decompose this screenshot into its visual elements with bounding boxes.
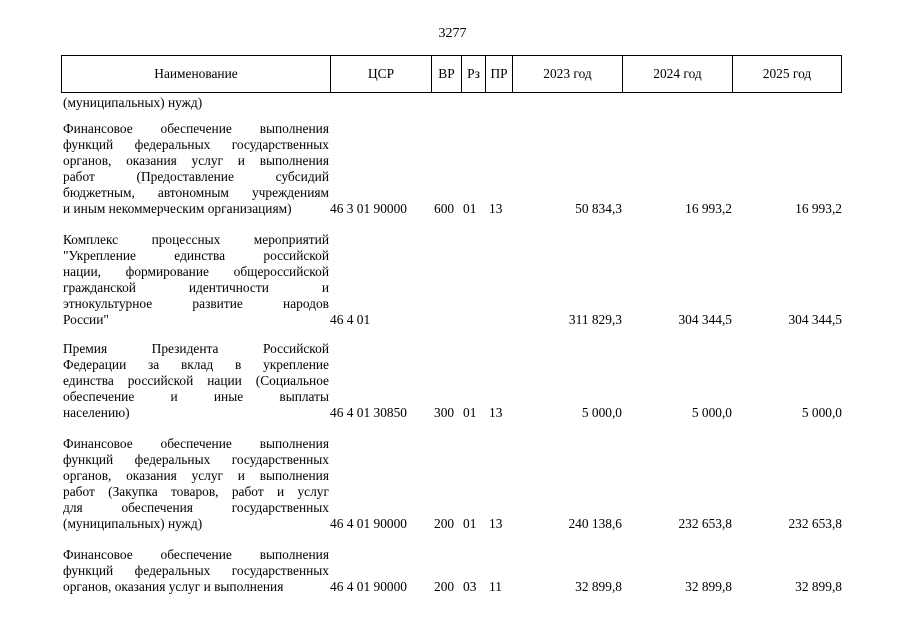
row-name-line: органов, оказания услуг и выполнения (63, 153, 329, 168)
row-rz: 01 (463, 405, 477, 420)
page-number: 3277 (438, 26, 467, 41)
row-2023: 5 000,0 (581, 405, 622, 420)
row-2023: 311 829,3 (568, 312, 622, 327)
continuation-text: (муниципальных) нужд) (63, 95, 203, 110)
row-csr: 46 4 01 30850 (330, 405, 407, 420)
row-vr: 600 (434, 201, 455, 216)
row-pr: 13 (489, 516, 503, 531)
header-csr: ЦСР (331, 56, 432, 92)
row-name-line: гражданской идентичности и (63, 280, 329, 295)
row-rz: 01 (463, 201, 477, 216)
row-name (63, 121, 329, 217)
table-header (61, 55, 842, 93)
row-2024: 32 899,8 (685, 579, 732, 594)
row-rz: 03 (463, 579, 477, 594)
row-csr: 46 3 01 90000 (330, 201, 407, 216)
row-name-line: функций федеральных государственных (63, 137, 329, 152)
row-csr: 46 4 01 90000 (330, 579, 407, 594)
row-csr: 46 4 01 (330, 312, 371, 327)
row-name-line: Финансовое обеспечение выполнения (63, 121, 329, 136)
row-pr: 13 (489, 201, 503, 216)
row-2024: 232 653,8 (678, 516, 732, 531)
row-name (63, 341, 329, 421)
row-name (63, 436, 329, 532)
row-2025: 16 993,2 (795, 201, 842, 216)
row-name-line: единства российской нации (Социальное (63, 373, 329, 388)
row-name-line: Финансовое обеспечение выполнения (63, 547, 329, 562)
row-name-line: этнокультурное развитие народов (63, 296, 329, 311)
row-name-line: обеспечение и иные выплаты (63, 389, 329, 404)
row-name-line: функций федеральных государственных (63, 563, 329, 578)
row-name-line: Премия Президента Российской (63, 341, 329, 356)
row-name-line: и иным некоммерческим организациям) (63, 201, 292, 216)
header-2023: 2023 год (513, 56, 623, 92)
header-2024: 2024 год (623, 56, 733, 92)
row-rz: 01 (463, 516, 477, 531)
row-2024: 304 344,5 (678, 312, 732, 327)
row-name-line: Финансовое обеспечение выполнения (63, 436, 329, 451)
row-name-line: России" (63, 312, 109, 327)
row-vr: 300 (434, 405, 455, 420)
row-name-line: для обеспечения государственных (63, 500, 329, 515)
row-pr: 13 (489, 405, 503, 420)
row-2023: 32 899,8 (575, 579, 622, 594)
row-name-line: бюджетным, автономным учреждениям (63, 185, 329, 200)
row-vr: 200 (434, 516, 455, 531)
row-name-line: функций федеральных государственных (63, 452, 329, 467)
header-2025: 2025 год (762, 66, 812, 81)
row-name-line: работ (Предоставление субсидий (63, 169, 329, 184)
row-name-line: Комплекс процессных мероприятий (63, 232, 329, 247)
row-name-line: Федерации за вклад в укрепление (63, 357, 329, 372)
row-name (63, 232, 329, 328)
row-csr: 46 4 01 90000 (330, 516, 407, 531)
row-2024: 16 993,2 (685, 201, 732, 216)
row-name-line: органов, оказания услуг и выполнения (63, 468, 329, 483)
header-pr: ПР (486, 56, 513, 92)
row-name-line: работ (Закупка товаров, работ и услуг (63, 484, 329, 499)
row-2024: 5 000,0 (691, 405, 732, 420)
row-name-line: "Укрепление единства российской (63, 248, 329, 263)
row-name-line: нации, формирование общероссийской (63, 264, 329, 279)
row-vr: 200 (434, 579, 455, 594)
row-name-line: (муниципальных) нужд) (63, 516, 203, 531)
row-name-line: населению) (63, 405, 130, 420)
header-name: Наименование (62, 56, 331, 92)
row-2025: 232 653,8 (788, 516, 842, 531)
row-2023: 50 834,3 (575, 201, 622, 216)
row-pr: 11 (489, 579, 502, 594)
header-rz: Рз (462, 56, 486, 92)
header-vr: ВР (432, 56, 462, 92)
row-2025: 32 899,8 (795, 579, 842, 594)
row-name (63, 547, 329, 595)
row-name-line: органов, оказания услуг и выполнения (63, 579, 284, 594)
row-2023: 240 138,6 (568, 516, 622, 531)
row-2025: 304 344,5 (788, 312, 842, 327)
row-2025: 5 000,0 (801, 405, 842, 420)
